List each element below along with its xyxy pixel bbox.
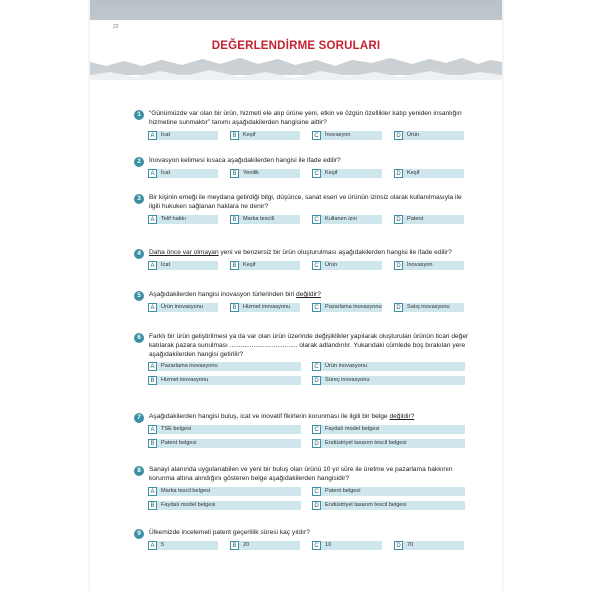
option-letter: D: [394, 303, 403, 312]
option-label: İnovasyon: [321, 131, 382, 140]
option-letter: B: [230, 261, 239, 270]
question-7: [134, 413, 474, 449]
option-label: 5: [157, 541, 218, 550]
option-letter: D: [394, 131, 403, 140]
header-banner: [90, 0, 502, 95]
option-letter: D: [394, 541, 403, 550]
option-letter: D: [312, 439, 321, 448]
option-label: Marka tescili: [239, 215, 300, 224]
option-label: Pazarlama inovasyonu: [157, 362, 301, 371]
option-label: Patent: [403, 215, 464, 224]
option-letter: A: [148, 425, 157, 434]
question-text: “Günümüzde var olan bir ürün, hizmeti ele alıp ürüne yeni, etkin ve özgün özellikler katıp yeniden insanlığın hizmetine sunmaktır” tanımı aşağıdakilerden hangisine aittir?: [149, 110, 462, 126]
option-letter: A: [148, 169, 157, 178]
document-sheet: [90, 0, 502, 592]
option-letter: B: [148, 501, 157, 510]
option-label: Endüstriyel tasarım tescil belgesi: [321, 439, 465, 448]
option-label: Pazarlama inovasyonu: [321, 303, 382, 312]
question-text-underlined: Daha önce var olmayan: [149, 249, 219, 256]
option-letter: B: [148, 439, 157, 448]
option-label: 20: [239, 541, 300, 550]
question-text-pre: Aşağıdakilerden hangisi buluş, icat ve inovatif fikirlerin korunması ile ilgili bir belge: [149, 413, 390, 420]
option-letter: B: [230, 131, 239, 140]
option-label: 70: [403, 541, 464, 550]
question-number: 3: [134, 194, 144, 204]
option-label: Keşif: [239, 131, 300, 140]
option-letter: D: [394, 261, 403, 270]
option-letter: C: [312, 362, 321, 371]
question-text-underlined: değildir?: [389, 413, 415, 420]
option-label: Faydalı model belgesi: [157, 501, 301, 510]
question-text: Farklı bir ürün geliştirilmesi ya da var olan ürün üzerinde değişiklikler yapılarak oluşturulan ürünün ticari değer katılarak pazara sunulması ..................................... olarak adlandırılır. Yukarıdaki cümlede boş bırakılan yere aşağıdakilerden hangisi getirilir?: [149, 333, 469, 358]
question-text: [149, 291, 321, 298]
option-label: İcat: [157, 131, 218, 140]
question-text: Ülkemizde incelemeli patent geçerlilik süresi kaç yıldır?: [149, 529, 310, 536]
option-letter: C: [312, 261, 321, 270]
option-label: İcat: [157, 169, 218, 178]
option-label: Ürün: [321, 261, 382, 270]
question-number: 5: [134, 291, 144, 301]
option-label: Ürün: [403, 131, 464, 140]
option-letter: C: [312, 131, 321, 140]
option-letter: A: [148, 541, 157, 550]
option-letter: B: [230, 303, 239, 312]
question-number: 9: [134, 529, 144, 539]
page-title: DEĞERLENDİRME SORULARI: [211, 40, 381, 52]
page-number: 22: [113, 24, 119, 30]
question-number: 7: [134, 413, 144, 423]
option-label: TSE belgesi: [157, 425, 301, 434]
question-8: [134, 466, 474, 511]
question-text-underlined: değildir?: [295, 291, 321, 298]
option-letter: B: [230, 541, 239, 550]
question-text-rest: yeni ve benzersiz bir ürün oluşturulması aşağıdakilerden hangisi ile ifade edilir?: [218, 249, 452, 256]
option-letter: D: [394, 169, 403, 178]
question-text: Bir kişinin emeği ile meydana getirdiği bilgi, düşünce, sanat eseri ve ürünün izinsiz olarak kullanılmasıyla ile ilgili hukuken sağlanan haklara ne denir?: [149, 194, 462, 210]
option-letter: B: [148, 376, 157, 385]
option-label: Süreç inovasyonu: [321, 376, 465, 385]
question-number: 2: [134, 157, 144, 167]
question-text: [149, 413, 414, 420]
question-text-pre: Aşağıdakilerden hangisi inovasyon türlerinden biri: [149, 291, 296, 298]
question-6: [134, 333, 474, 386]
question-number: 4: [134, 249, 144, 259]
question-3: [134, 194, 474, 225]
option-label: Faydalı model belgesi: [321, 425, 465, 434]
option-letter: C: [312, 425, 321, 434]
option-label: Patent belgesi: [321, 487, 465, 496]
question-text: Sanayi alanında uygulanabilen ve yeni bir buluş olan ürünü 10 yıl süre ile üretme ve pazarlama hakkının korunma altına alındığını gösteren belge aşağıdakilerden hangisidir?: [149, 466, 453, 482]
option-label: Ürün inovasyonu: [321, 362, 465, 371]
option-letter: A: [148, 131, 157, 140]
option-letter: C: [312, 215, 321, 224]
option-label: Patent belgesi: [157, 439, 301, 448]
option-label: 10: [321, 541, 382, 550]
option-label: Kullanım izni: [321, 215, 382, 224]
question-4: [134, 249, 474, 271]
question-number: 8: [134, 466, 144, 476]
option-letter: D: [312, 501, 321, 510]
question-text: [149, 249, 452, 256]
option-label: Ürün inovasyonu: [157, 303, 218, 312]
question-number: 1: [134, 110, 144, 120]
question-5: [134, 291, 474, 313]
option-letter: A: [148, 215, 157, 224]
option-letter: C: [312, 487, 321, 496]
option-label: Hizmet inovasyonu: [239, 303, 300, 312]
option-letter: B: [230, 169, 239, 178]
option-letter: C: [312, 169, 321, 178]
option-label: Marka tescil belgesi: [157, 487, 301, 496]
option-letter: A: [148, 487, 157, 496]
question-9: [134, 529, 474, 551]
option-label: Keşif: [403, 169, 464, 178]
option-label: Hizmet inovasyonu: [157, 376, 301, 385]
option-label: Satış inovasyonu: [403, 303, 464, 312]
option-letter: D: [394, 215, 403, 224]
option-letter: A: [148, 303, 157, 312]
option-letter: A: [148, 362, 157, 371]
option-label: Endüstriyel tasarım tescil belgesi: [321, 501, 465, 510]
question-number: 6: [134, 333, 144, 343]
option-letter: A: [148, 261, 157, 270]
question-text: İnovasyon kelimesi kısaca aşağıdakilerden hangisi ile ifade edilir?: [149, 157, 341, 164]
question-1: [134, 110, 474, 141]
question-2: [134, 157, 474, 179]
option-label: Keşif: [321, 169, 382, 178]
option-letter: C: [312, 541, 321, 550]
option-label: Keşif: [239, 261, 300, 270]
option-letter: D: [312, 376, 321, 385]
option-letter: B: [230, 215, 239, 224]
option-label: İnovasyon: [403, 261, 464, 270]
option-letter: C: [312, 303, 321, 312]
option-label: Yenilik: [239, 169, 300, 178]
option-label: İcat: [157, 261, 218, 270]
option-label: Telif hakkı: [157, 215, 218, 224]
